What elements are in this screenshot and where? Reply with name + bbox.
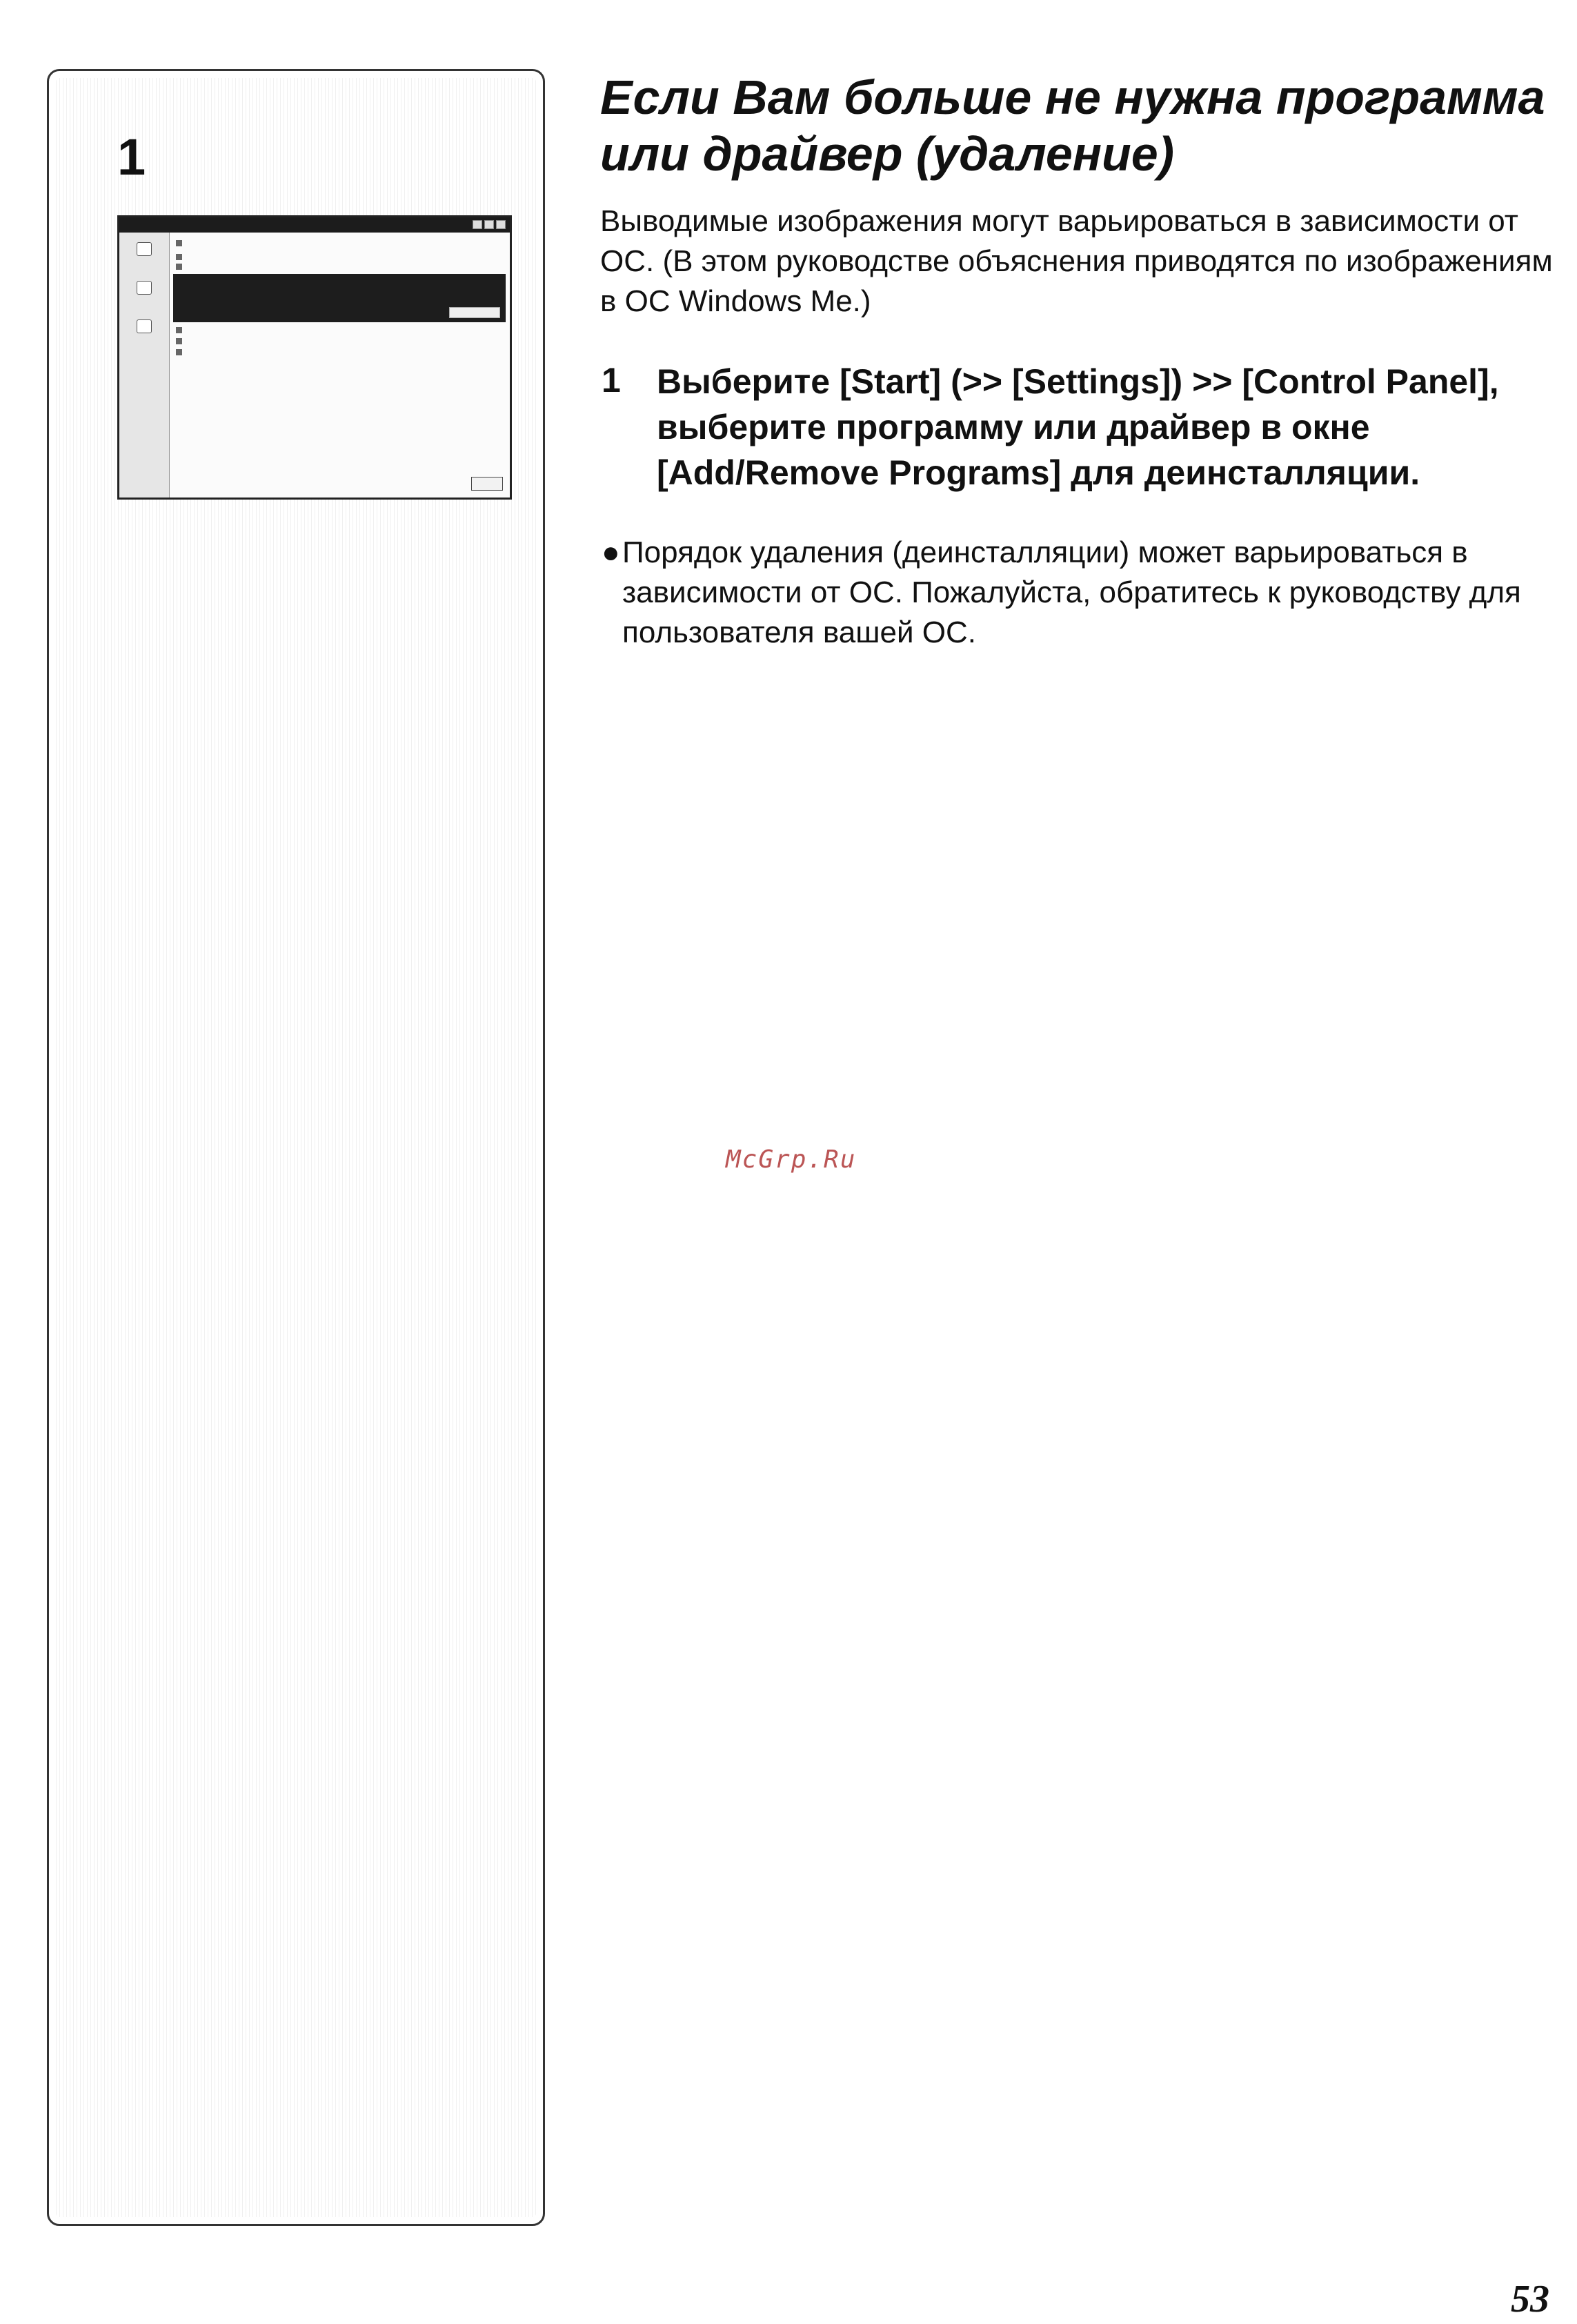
close-icon [496, 220, 506, 229]
note-item [602, 533, 1547, 653]
step-instruction: Выберите [Start] (>> [Settings]) >> [Control Panel], выберите программу или драйвер в окне [Add/Remove Programs] для деинсталляции. [657, 362, 1499, 492]
bullet-icon: ● [602, 535, 620, 569]
change-remove-icon [123, 242, 165, 257]
add-new-programs-icon [123, 281, 165, 296]
screenshot-list-row [176, 337, 503, 346]
maximize-icon [484, 220, 494, 229]
screenshot-selected-row [173, 274, 506, 322]
screenshot-list-row [176, 348, 503, 357]
minimize-icon [473, 220, 482, 229]
intro-paragraph: Выводимые изображения могут варьироваться в зависимости от ОС. (В этом руководстве объяснения приводятся по изображениям в ОС Windows Me.) [600, 204, 1553, 318]
panel-step-number: 1 [117, 128, 146, 186]
watermark: McGrp.Ru [726, 1145, 857, 1174]
add-remove-components-icon [123, 319, 165, 335]
window-buttons [473, 220, 506, 229]
screenshot-list-row [176, 263, 503, 271]
screenshot-list-row [176, 253, 503, 262]
screenshot-list-row [176, 326, 503, 335]
screenshot-task-pane [119, 233, 170, 498]
screenshot-titlebar [119, 217, 510, 233]
screenshot-list-row [176, 239, 503, 248]
add-remove-programs-screenshot [117, 215, 512, 500]
page-title: Если Вам больше не нужна программа или драйвер (удаление) [600, 70, 1545, 181]
step-number: 1 [602, 361, 621, 400]
page-number: 53 [1511, 2278, 1549, 2321]
screenshot-change-remove-button [449, 307, 500, 318]
screenshot-close-button [471, 477, 503, 491]
note-text: Порядок удаления (деинсталляции) может варьироваться в зависимости от ОС. Пожалуйста, обратитесь к руководству для пользователя вашей ОС. [622, 535, 1521, 649]
